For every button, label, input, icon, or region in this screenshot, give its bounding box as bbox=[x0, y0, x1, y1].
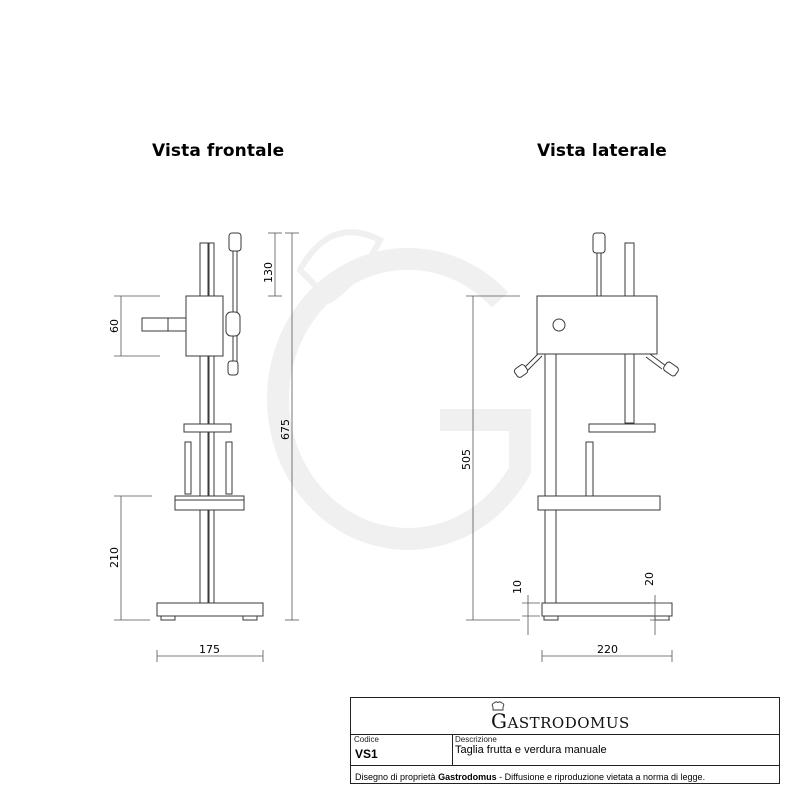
dim-front-tray-height: 210 bbox=[108, 547, 121, 568]
description-value: Taglia frutta e verdura manuale bbox=[455, 744, 607, 756]
ownership-notice bbox=[355, 772, 705, 782]
code-label: Codice bbox=[354, 735, 379, 744]
watermark-logo bbox=[278, 232, 520, 539]
footer-brand: Gastrodomus bbox=[438, 772, 497, 782]
description-label: Descrizione bbox=[455, 735, 497, 744]
dim-side-base-thickness: 10 bbox=[511, 580, 524, 594]
code-cell bbox=[351, 734, 453, 765]
title-block bbox=[350, 697, 780, 784]
side-view-drawing bbox=[513, 233, 679, 620]
dim-front-block-height: 60 bbox=[108, 319, 121, 333]
front-view-drawing bbox=[142, 233, 263, 620]
front-view-title: Vista frontale bbox=[152, 141, 285, 161]
dim-front-handle-height: 130 bbox=[262, 262, 275, 283]
dim-front-total-height: 675 bbox=[279, 419, 292, 440]
dim-front-base-width: 175 bbox=[199, 643, 220, 656]
title-block-logo-row bbox=[351, 698, 779, 735]
code-value: VS1 bbox=[355, 747, 378, 761]
side-view-title: Vista laterale bbox=[537, 141, 667, 161]
brand-logo: GASTRODOMUS bbox=[491, 709, 630, 733]
footer-prefix: Disegno di proprietà bbox=[355, 772, 436, 782]
dim-side-base-width: 220 bbox=[597, 643, 618, 656]
footer-suffix: - Diffusione e riproduzione vietata a norma di legge. bbox=[499, 772, 706, 782]
dim-side-foot-height: 20 bbox=[643, 572, 656, 586]
title-block-info-row bbox=[351, 734, 779, 766]
dim-side-column-height: 505 bbox=[460, 449, 473, 470]
